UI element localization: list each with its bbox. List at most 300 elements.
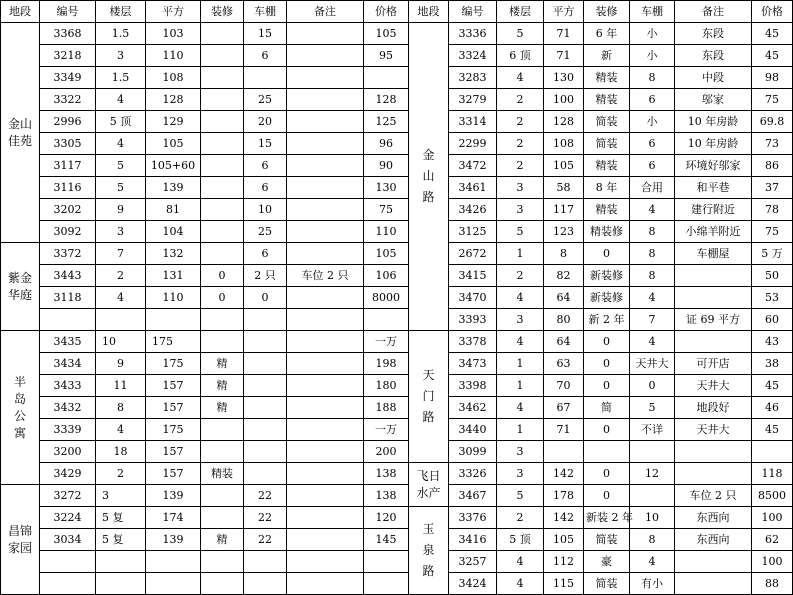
listings-body [1, 1, 793, 595]
remarks-cell [287, 375, 364, 397]
header-number: 编号 [40, 1, 96, 23]
price-cell: 145 [364, 529, 409, 551]
floor-cell: 8 [96, 397, 146, 419]
garage-cell: 25 [244, 89, 287, 111]
decoration-cell: 新装修 [584, 265, 630, 287]
number-cell: 3429 [40, 463, 96, 485]
area-cell: 81 [146, 199, 201, 221]
header-number: 编号 [449, 1, 497, 23]
floor-cell: 5 [96, 155, 146, 177]
area-cell: 131 [146, 265, 201, 287]
floor-cell: 5 复 [96, 529, 146, 551]
garage-cell [244, 463, 287, 485]
header-remarks: 备注 [675, 1, 752, 23]
price-cell: 37 [752, 177, 793, 199]
area-cell: 103 [146, 23, 201, 45]
price-cell: 75 [752, 221, 793, 243]
number-cell [40, 309, 96, 331]
price-cell [752, 441, 793, 463]
area-cell: 58 [544, 177, 584, 199]
floor-cell: 5 [497, 23, 544, 45]
decoration-cell: 0 [584, 243, 630, 265]
number-cell: 3326 [449, 463, 497, 485]
garage-cell [244, 375, 287, 397]
number-cell: 3473 [449, 353, 497, 375]
number-cell: 3336 [449, 23, 497, 45]
table-row [1, 155, 793, 177]
floor-cell: 4 [497, 287, 544, 309]
number-cell: 3116 [40, 177, 96, 199]
garage-cell: 6 [630, 155, 675, 177]
garage-cell: 15 [244, 133, 287, 155]
number-cell: 3099 [449, 441, 497, 463]
garage-cell: 不详 [630, 419, 675, 441]
district-jinshan-jiayuan: 金山 佳苑 [1, 23, 40, 243]
area-cell: 178 [544, 485, 584, 507]
garage-cell: 8 [630, 529, 675, 551]
floor-cell: 3 [497, 309, 544, 331]
table-row [1, 199, 793, 221]
price-cell [364, 309, 409, 331]
remarks-cell [287, 419, 364, 441]
header-area: 平方 [544, 1, 584, 23]
remarks-cell: 建行附近 [675, 199, 752, 221]
remarks-cell [287, 221, 364, 243]
price-cell: 45 [752, 375, 793, 397]
decoration-cell [201, 155, 244, 177]
number-cell: 3224 [40, 507, 96, 529]
area-cell: 157 [146, 441, 201, 463]
table-row [1, 331, 793, 353]
price-cell: 105 [364, 243, 409, 265]
number-cell: 3376 [449, 507, 497, 529]
floor-cell: 3 [96, 485, 146, 507]
decoration-cell: 0 [584, 375, 630, 397]
number-cell: 3034 [40, 529, 96, 551]
garage-cell: 合用 [630, 177, 675, 199]
floor-cell: 4 [497, 67, 544, 89]
decoration-cell: 精装 [584, 155, 630, 177]
remarks-cell: 环境好邬家 [675, 155, 752, 177]
area-cell: 142 [544, 463, 584, 485]
decoration-cell: 精 [201, 375, 244, 397]
remarks-cell: 车位 2 只 [287, 265, 364, 287]
area-cell: 128 [146, 89, 201, 111]
table-row [1, 485, 793, 507]
remarks-cell [287, 155, 364, 177]
garage-cell: 22 [244, 507, 287, 529]
table-row [1, 111, 793, 133]
district-tianmen-lu: 天 门 路 [409, 331, 449, 463]
header-row [1, 1, 793, 23]
remarks-cell [287, 177, 364, 199]
decoration-cell [201, 331, 244, 353]
area-cell: 139 [146, 177, 201, 199]
table-row [1, 45, 793, 67]
price-cell: 180 [364, 375, 409, 397]
area-cell: 130 [544, 67, 584, 89]
number-cell: 3322 [40, 89, 96, 111]
number-cell: 3461 [449, 177, 497, 199]
price-cell: 188 [364, 397, 409, 419]
table-row [1, 441, 793, 463]
area-cell: 108 [146, 67, 201, 89]
area-cell: 105 [544, 155, 584, 177]
garage-cell [244, 573, 287, 595]
decoration-cell [201, 177, 244, 199]
decoration-cell [201, 23, 244, 45]
table-row [1, 353, 793, 375]
header-area: 平方 [146, 1, 201, 23]
floor-cell: 9 [96, 199, 146, 221]
price-cell: 88 [752, 573, 793, 595]
decoration-cell: 0 [584, 485, 630, 507]
area-cell: 139 [146, 529, 201, 551]
price-cell: 118 [752, 463, 793, 485]
floor-cell: 2 [96, 265, 146, 287]
remarks-cell [287, 485, 364, 507]
table-row [1, 177, 793, 199]
number-cell: 3368 [40, 23, 96, 45]
decoration-cell: 新装 2 年 [584, 507, 630, 529]
price-cell [364, 551, 409, 573]
floor-cell: 3 [96, 45, 146, 67]
decoration-cell: 精装 [584, 89, 630, 111]
floor-cell: 11 [96, 375, 146, 397]
garage-cell: 10 [630, 507, 675, 529]
decoration-cell [201, 573, 244, 595]
area-cell: 80 [544, 309, 584, 331]
number-cell: 3125 [449, 221, 497, 243]
price-cell: 69.8 [752, 111, 793, 133]
price-cell: 100 [752, 507, 793, 529]
floor-cell: 7 [96, 243, 146, 265]
floor-cell: 5 顶 [497, 529, 544, 551]
garage-cell [244, 551, 287, 573]
floor-cell: 4 [96, 419, 146, 441]
area-cell: 112 [544, 551, 584, 573]
remarks-cell [287, 23, 364, 45]
area-cell [544, 441, 584, 463]
remarks-cell [287, 133, 364, 155]
garage-cell: 8 [630, 243, 675, 265]
garage-cell: 20 [244, 111, 287, 133]
floor-cell: 4 [497, 551, 544, 573]
floor-cell: 2 [497, 155, 544, 177]
remarks-cell [287, 529, 364, 551]
floor-cell: 3 [497, 199, 544, 221]
decoration-cell: 0 [584, 331, 630, 353]
number-cell: 3324 [449, 45, 497, 67]
remarks-cell [287, 573, 364, 595]
garage-cell [244, 353, 287, 375]
header-garage: 车棚 [630, 1, 675, 23]
garage-cell: 15 [244, 23, 287, 45]
decoration-cell [201, 199, 244, 221]
garage-cell [244, 309, 287, 331]
area-cell: 117 [544, 199, 584, 221]
floor-cell: 2 [497, 133, 544, 155]
price-cell: 128 [364, 89, 409, 111]
garage-cell [244, 419, 287, 441]
number-cell: 3472 [449, 155, 497, 177]
garage-cell: 小 [630, 23, 675, 45]
area-cell: 175 [146, 419, 201, 441]
header-decoration: 装修 [584, 1, 630, 23]
number-cell: 3339 [40, 419, 96, 441]
remarks-cell [287, 45, 364, 67]
floor-cell: 2 [497, 507, 544, 529]
area-cell: 132 [146, 243, 201, 265]
district-jinshan-lu: 金 山 路 [409, 23, 449, 331]
garage-cell: 8 [630, 67, 675, 89]
remarks-cell [675, 551, 752, 573]
decoration-cell: 精装 [201, 463, 244, 485]
number-cell: 3314 [449, 111, 497, 133]
garage-cell: 25 [244, 221, 287, 243]
floor-cell: 2 [497, 265, 544, 287]
decoration-cell [201, 243, 244, 265]
garage-cell [244, 441, 287, 463]
header-floor: 楼层 [497, 1, 544, 23]
number-cell: 2672 [449, 243, 497, 265]
remarks-cell: 车棚屋 [675, 243, 752, 265]
price-cell: 106 [364, 265, 409, 287]
number-cell: 3443 [40, 265, 96, 287]
decoration-cell: 简装 [584, 529, 630, 551]
area-cell: 129 [146, 111, 201, 133]
number-cell: 3434 [40, 353, 96, 375]
floor-cell: 5 [96, 177, 146, 199]
price-cell: 8000 [364, 287, 409, 309]
decoration-cell: 6 年 [584, 23, 630, 45]
decoration-cell: 精 [201, 397, 244, 419]
price-cell: 62 [752, 529, 793, 551]
number-cell: 3415 [449, 265, 497, 287]
garage-cell [244, 67, 287, 89]
area-cell [146, 573, 201, 595]
decoration-cell: 新 [584, 45, 630, 67]
header-price: 价格 [752, 1, 793, 23]
table-row [1, 67, 793, 89]
header-remarks: 备注 [287, 1, 364, 23]
area-cell [146, 309, 201, 331]
remarks-cell: 证 69 平方 [675, 309, 752, 331]
floor-cell: 1 [497, 419, 544, 441]
garage-cell: 小 [630, 111, 675, 133]
header-garage: 车棚 [244, 1, 287, 23]
price-cell: 110 [364, 221, 409, 243]
area-cell: 157 [146, 375, 201, 397]
remarks-cell [287, 397, 364, 419]
price-cell [364, 67, 409, 89]
price-cell: 120 [364, 507, 409, 529]
floor-cell: 10 [96, 331, 146, 353]
district-changjin-jiayuan: 昌锦 家园 [1, 485, 40, 595]
area-cell: 100 [544, 89, 584, 111]
decoration-cell: 0 [201, 265, 244, 287]
floor-cell: 9 [96, 353, 146, 375]
area-cell: 157 [146, 397, 201, 419]
number-cell: 3272 [40, 485, 96, 507]
remarks-cell [675, 331, 752, 353]
floor-cell: 6 顶 [497, 45, 544, 67]
garage-cell: 6 [244, 45, 287, 67]
price-cell: 38 [752, 353, 793, 375]
garage-cell: 0 [244, 287, 287, 309]
area-cell: 105+60 [146, 155, 201, 177]
decoration-cell [201, 309, 244, 331]
garage-cell: 6 [244, 177, 287, 199]
garage-cell [244, 331, 287, 353]
remarks-cell: 地段好 [675, 397, 752, 419]
price-cell: 43 [752, 331, 793, 353]
decoration-cell [201, 111, 244, 133]
number-cell: 3092 [40, 221, 96, 243]
area-cell: 71 [544, 419, 584, 441]
floor-cell: 1.5 [96, 23, 146, 45]
price-cell: 60 [752, 309, 793, 331]
floor-cell: 5 顶 [96, 111, 146, 133]
decoration-cell: 8 年 [584, 177, 630, 199]
table-row [1, 309, 793, 331]
floor-cell: 4 [497, 331, 544, 353]
number-cell: 3202 [40, 199, 96, 221]
number-cell: 3118 [40, 287, 96, 309]
area-cell: 123 [544, 221, 584, 243]
number-cell: 3426 [449, 199, 497, 221]
number-cell: 3398 [449, 375, 497, 397]
decoration-cell: 简装 [584, 111, 630, 133]
garage-cell: 22 [244, 529, 287, 551]
remarks-cell: 天井大 [675, 419, 752, 441]
garage-cell: 6 [244, 155, 287, 177]
remarks-cell [287, 353, 364, 375]
price-cell: 200 [364, 441, 409, 463]
header-district: 地段 [409, 1, 449, 23]
district-yuquan-lu: 玉 泉 路 [409, 507, 449, 595]
price-cell: 50 [752, 265, 793, 287]
number-cell: 3435 [40, 331, 96, 353]
table-row [1, 375, 793, 397]
remarks-cell: 天井大 [675, 375, 752, 397]
decoration-cell [201, 89, 244, 111]
table-row [1, 221, 793, 243]
area-cell: 174 [146, 507, 201, 529]
decoration-cell [201, 45, 244, 67]
number-cell: 3470 [449, 287, 497, 309]
price-cell: 53 [752, 287, 793, 309]
number-cell: 3416 [449, 529, 497, 551]
floor-cell: 2 [497, 89, 544, 111]
price-cell: 130 [364, 177, 409, 199]
decoration-cell: 新 2 年 [584, 309, 630, 331]
number-cell: 3433 [40, 375, 96, 397]
number-cell: 3200 [40, 441, 96, 463]
price-cell: 138 [364, 463, 409, 485]
area-cell: 71 [544, 45, 584, 67]
floor-cell: 5 [497, 485, 544, 507]
price-cell: 125 [364, 111, 409, 133]
table-row [1, 463, 793, 485]
garage-cell: 0 [630, 375, 675, 397]
price-cell: 46 [752, 397, 793, 419]
floor-cell: 1 [497, 243, 544, 265]
area-cell: 105 [544, 529, 584, 551]
remarks-cell [675, 573, 752, 595]
decoration-cell: 精 [201, 353, 244, 375]
decoration-cell: 简装 [584, 133, 630, 155]
remarks-cell [287, 507, 364, 529]
area-cell: 115 [544, 573, 584, 595]
table-row [1, 529, 793, 551]
garage-cell: 6 [244, 243, 287, 265]
area-cell: 108 [544, 133, 584, 155]
garage-cell: 6 [630, 89, 675, 111]
floor-cell: 18 [96, 441, 146, 463]
floor-cell: 4 [96, 133, 146, 155]
decoration-cell [201, 419, 244, 441]
remarks-cell: 可开店 [675, 353, 752, 375]
table-row [1, 551, 793, 573]
remarks-cell: 10 年房龄 [675, 133, 752, 155]
area-cell: 8 [544, 243, 584, 265]
floor-cell: 2 [497, 111, 544, 133]
price-cell: 86 [752, 155, 793, 177]
remarks-cell [675, 265, 752, 287]
garage-cell [244, 397, 287, 419]
area-cell: 64 [544, 331, 584, 353]
floor-cell [96, 309, 146, 331]
price-cell: 198 [364, 353, 409, 375]
remarks-cell: 中段 [675, 67, 752, 89]
district-bandao-gongyu: 半 岛 公 寓 [1, 331, 40, 485]
floor-cell: 3 [497, 441, 544, 463]
district-feiri-shuichan: 飞日 水产 [409, 463, 449, 507]
remarks-cell: 10 年房龄 [675, 111, 752, 133]
decoration-cell [201, 551, 244, 573]
remarks-cell [287, 243, 364, 265]
table-row [1, 23, 793, 45]
floor-cell: 1 [497, 375, 544, 397]
decoration-cell [201, 67, 244, 89]
price-cell: 138 [364, 485, 409, 507]
table-row [1, 89, 793, 111]
decoration-cell: 精装 [584, 199, 630, 221]
number-cell: 2996 [40, 111, 96, 133]
price-cell: 5 万 [752, 243, 793, 265]
decoration-cell: 新装修 [584, 287, 630, 309]
floor-cell: 3 [497, 463, 544, 485]
remarks-cell [287, 111, 364, 133]
garage-cell: 10 [244, 199, 287, 221]
number-cell: 3432 [40, 397, 96, 419]
garage-cell: 8 [630, 221, 675, 243]
garage-cell: 22 [244, 485, 287, 507]
area-cell: 110 [146, 287, 201, 309]
decoration-cell: 简 [584, 397, 630, 419]
table-row [1, 287, 793, 309]
remarks-cell [287, 287, 364, 309]
number-cell: 3462 [449, 397, 497, 419]
garage-cell: 小 [630, 45, 675, 67]
decoration-cell: 0 [201, 287, 244, 309]
garage-cell: 7 [630, 309, 675, 331]
price-cell: 45 [752, 419, 793, 441]
number-cell: 3372 [40, 243, 96, 265]
price-cell: 一万 [364, 331, 409, 353]
remarks-cell [675, 287, 752, 309]
